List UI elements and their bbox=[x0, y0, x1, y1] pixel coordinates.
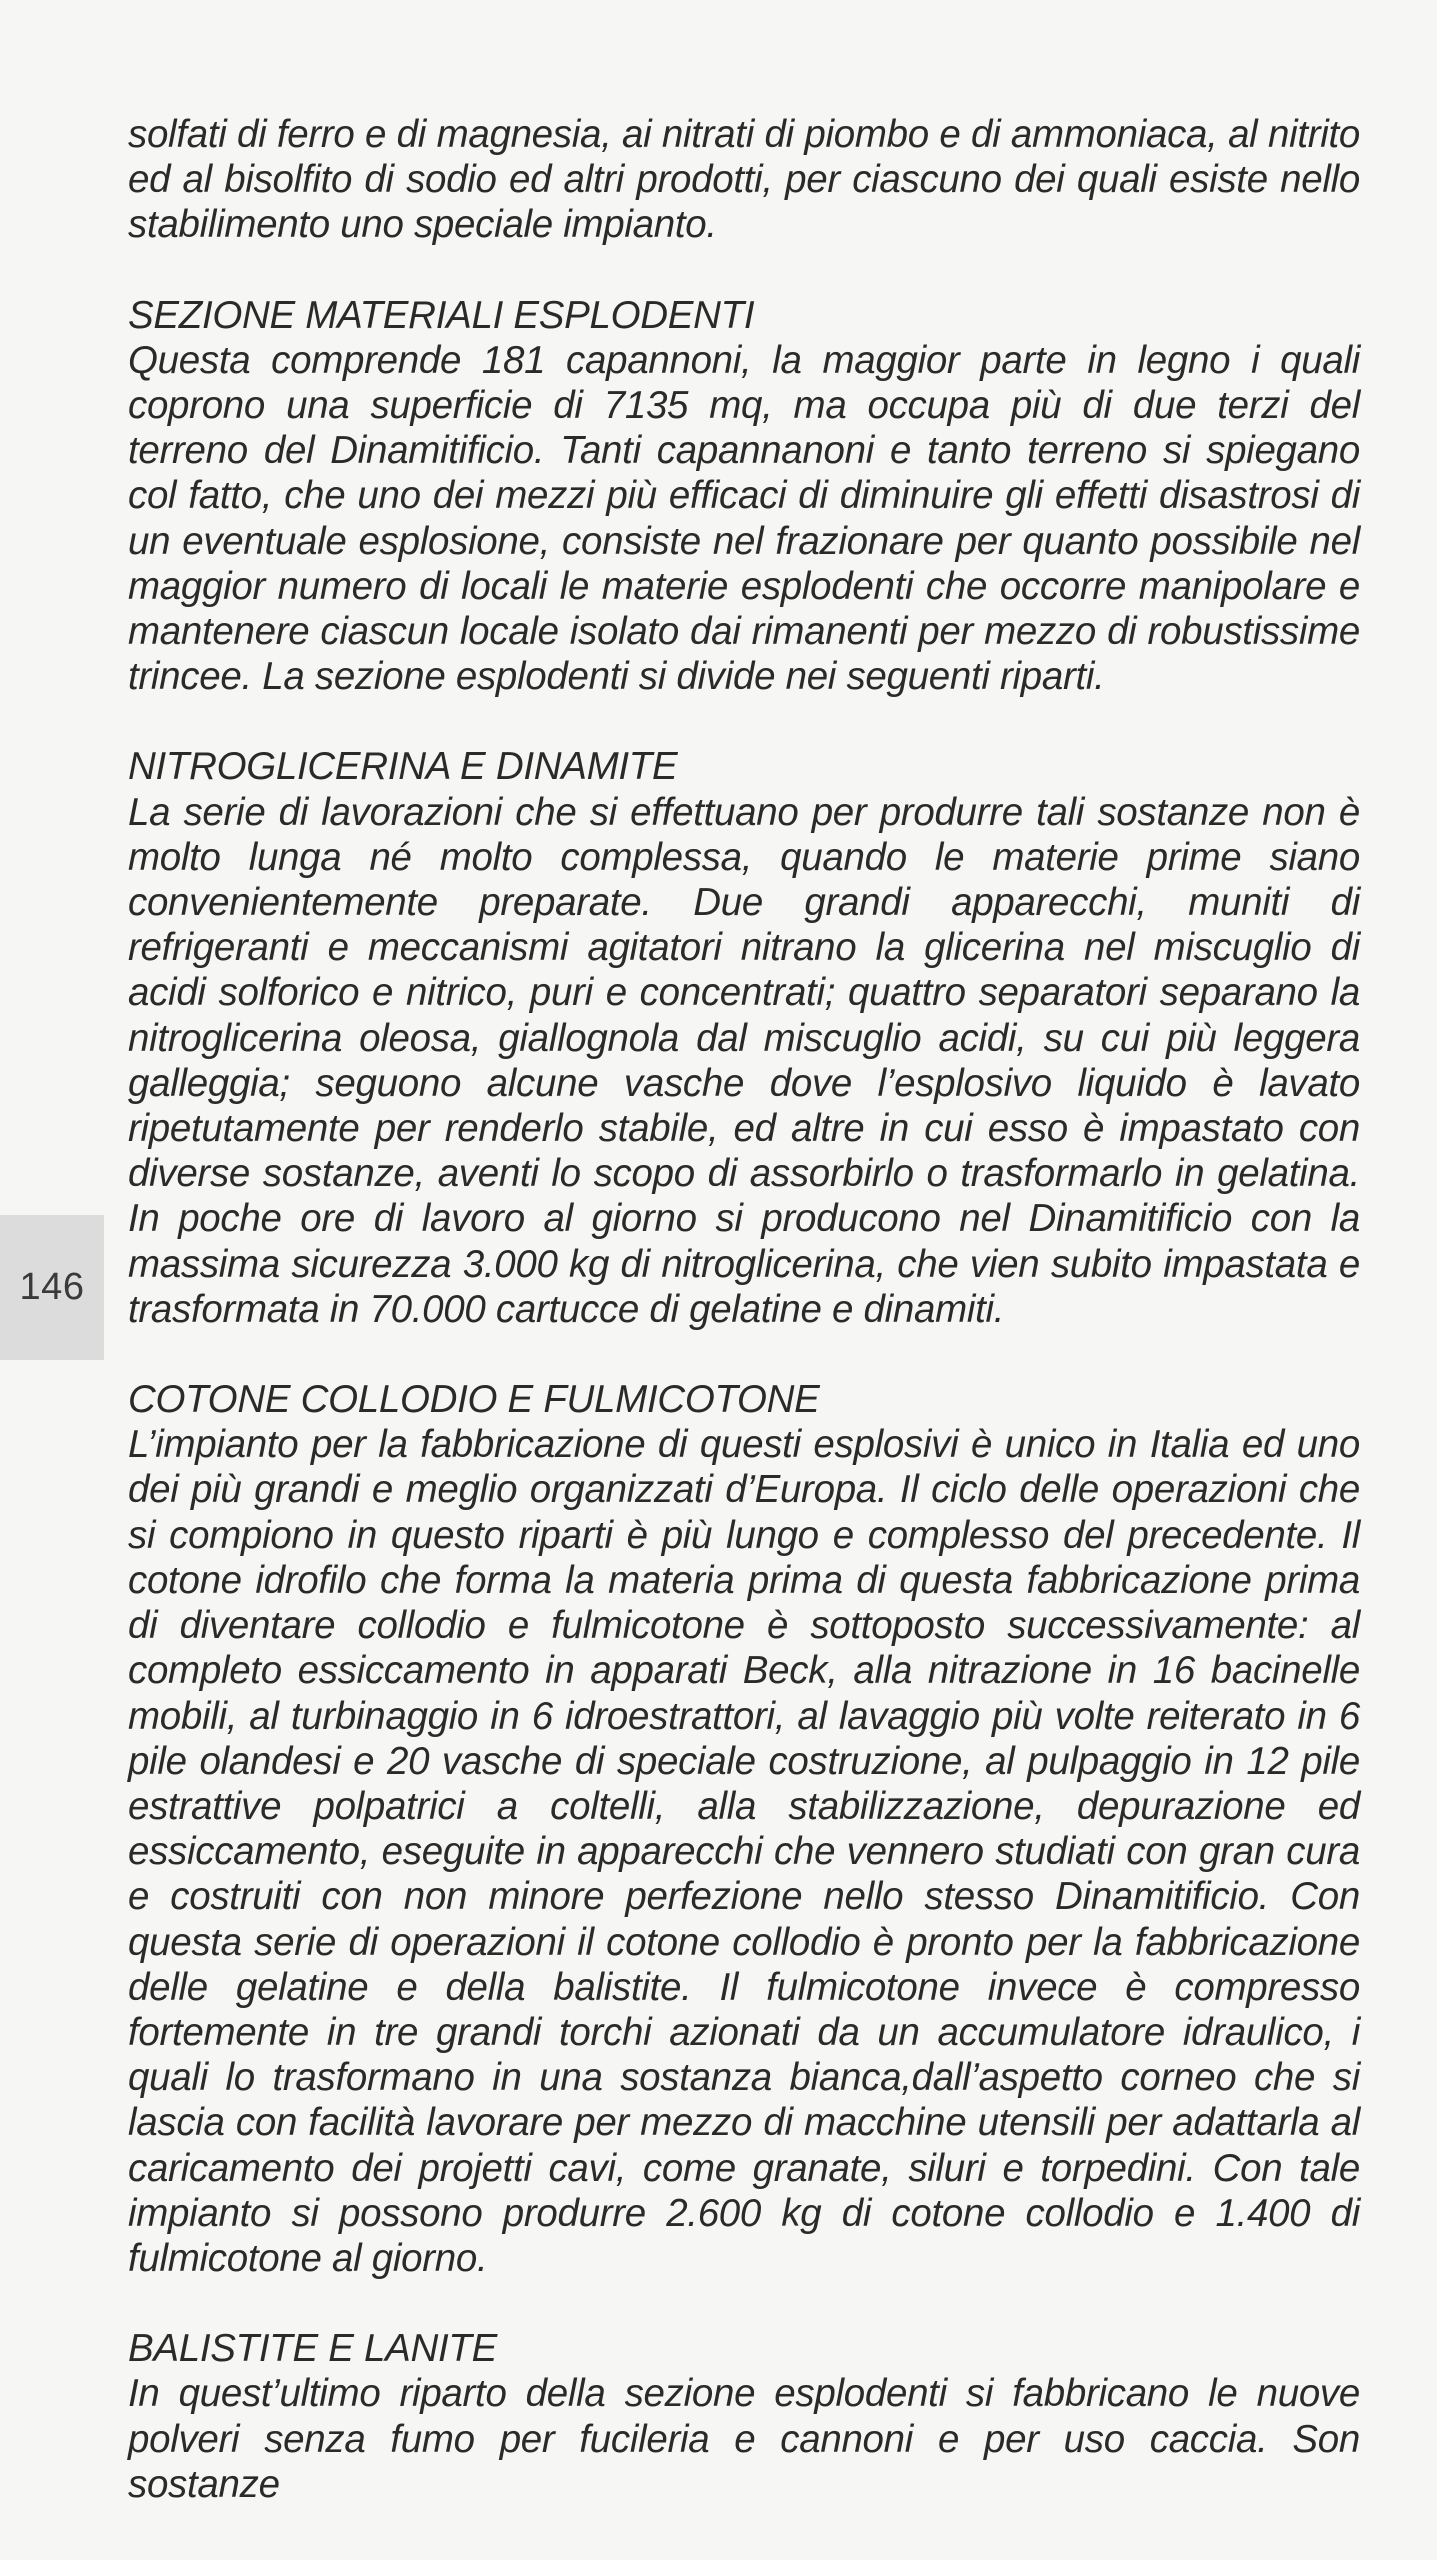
section-heading: BALISTITE E LANITE bbox=[128, 2327, 498, 2371]
section-heading: SEZIONE MATERIALI ESPLODENTI bbox=[128, 293, 755, 337]
section-nitroglicerina-dinamite bbox=[128, 744, 1360, 1332]
section-heading: COTONE COLLODIO E FULMICOTONE bbox=[128, 1378, 820, 1422]
section-body: Questa comprende 181 capannoni, la maggior parte in legno i quali coprono una superficie di 7135 mq, ma occupa più di due terzi del terreno del Dinamitificio. Tanti capannanoni e tanto terreno si spiegano col fatto, che uno dei mezzi più efficaci di diminuire gli effetti disastrosi di un eventuale esplosione, consiste nel frazionare per quanto possibile nel maggior numero di locali le materie esplodenti che occorre manipolare e mantenere ciascun locale isolato dai rimanenti per mezzo di robustissime trincee. La sezione esplodenti si divide nei seguenti riparti. bbox=[128, 338, 1360, 699]
section-heading: NITROGLICERINA E DINAMITE bbox=[128, 745, 678, 789]
text-column bbox=[128, 112, 1360, 2507]
page-number: 146 bbox=[19, 1266, 85, 1308]
section-body: La serie di lavorazioni che si effettuano per produrre tali sostanze non è molto lunga né molto complessa, quando le materie prime siano convenientemente preparate. Due grandi apparecchi, muniti di refrigeranti e meccanismi agitatori nitrano la glicerina nel miscuglio di acidi solforico e nitrico, puri e concentrati; quattro separatori separano la nitroglicerina oleosa, giallognola dal miscuglio acidi, su cui più leggera galleggia; seguono alcune vasche dove l’esplosivo liquido è lavato ripetutamente per renderlo stabile, ed altre in cui esso è impastato con diverse sostanze, aventi lo scopo di assorbirlo o trasformarlo in gelatina. In poche ore di lavoro al giorno si producono nel Dinamitificio con la massima sicurezza 3.000 kg di nitroglicerina, che vien subito impastata e trasformata in 70.000 cartucce di gelatine e dinamiti. bbox=[128, 790, 1360, 1331]
page-number-tab bbox=[0, 1215, 104, 1360]
section-body: L’impianto per la fabbricazione di questi esplosivi è unico in Italia ed uno dei più grandi e meglio organizzati d’Europa. Il ciclo delle operazioni che si compiono in questo riparti è più lungo e complesso del precedente. Il cotone idrofilo che forma la materia prima di questa fabbricazione prima di diventare collodio e fulmicotone è sottoposto successivamente: al completo essiccamento in apparati Beck, alla nitrazione in 16 bacinelle mobili, al turbinaggio in 6 idroestrattori, al lavaggio più volte reiterato in 6 pile olandesi e 20 vasche di speciale costruzione, al pulpaggio in 12 pile estrattive polpatrici a coltelli, alla stabilizzazione, depurazione ed essiccamento, eseguite in apparecchi che vennero studiati con gran cura e costruiti con non minore perfezione nello stesso Dinamitificio. Con questa serie di operazioni il cotone collodio è pronto per la fabbricazione delle gelatine e della balistite. Il fulmicotone invece è compresso fortemente in tre grandi torchi azionati da un accumulatore idraulico, i quali lo trasformano in una sostanza bianca,dall’aspetto corneo che si lascia con facilità lavorare per mezzo di macchine utensili per adattarla al caricamento dei projetti cavi, come granate, siluri e torpedini. Con tale impianto si possono produrre 2.600 kg di cotone collodio e 1.400 di fulmicotone al giorno. bbox=[128, 1423, 1360, 2280]
section-materiali-esplodenti bbox=[128, 293, 1360, 700]
section-balistite-lanite bbox=[128, 2326, 1360, 2507]
section-cotone-collodio bbox=[128, 1377, 1360, 2281]
section-body: In quest’ultimo riparto della sezione esplodenti si fabbricano le nuove polveri senza fumo per fucileria e cannoni e per uso caccia. Son sostanze bbox=[128, 2372, 1360, 2506]
intro-paragraph: solfati di ferro e di magnesia, ai nitrati di piombo e di ammoniaca, al nitrito ed al bisolfito di sodio ed altri prodotti, per ciascuno dei quali esiste nello stabilimento uno speciale impianto. bbox=[128, 113, 1360, 247]
